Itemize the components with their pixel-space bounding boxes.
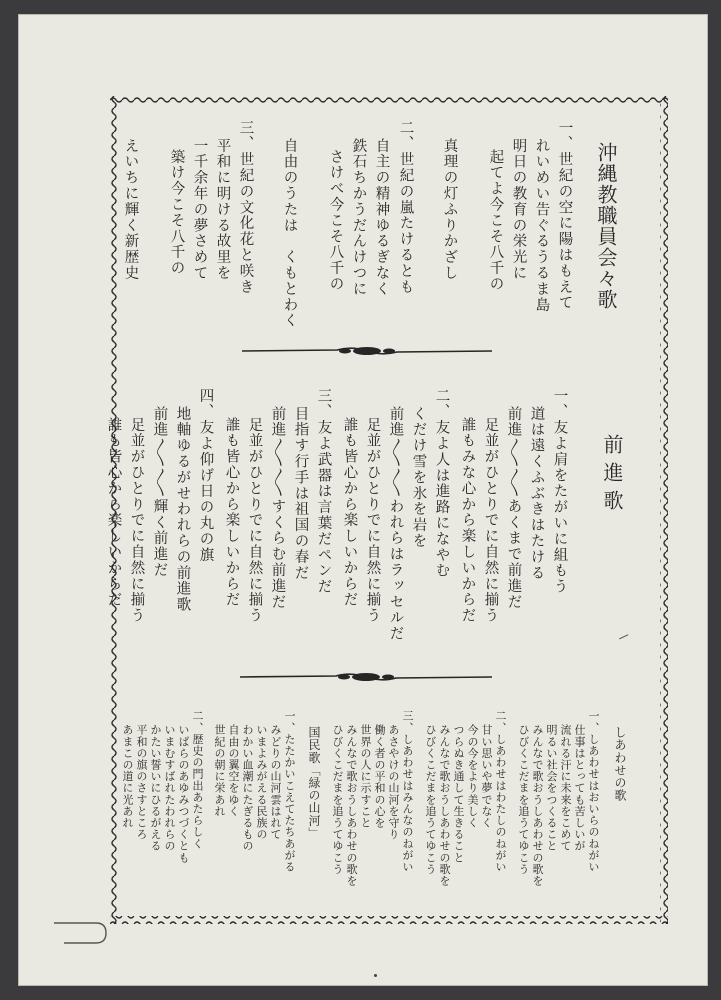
song2-line: 前進〳〵〳〵すくらむ前進だ [269,406,286,610]
song2-line: 誰も皆心から楽しいからだ [105,417,122,608]
song4-line: 自由の翼空をゆく [227,724,240,817]
song3-line: 三、しあわせはみんなのねがい [401,710,414,873]
song1-line: 二、世紀の嵐たけるとも [397,120,414,295]
song3-line: つらぬき通して生きること [452,724,465,864]
ornamental-divider [242,344,492,358]
song4-line: 一、たたかいこえてたちあがる [283,710,296,873]
song4-line: いまむすばれたわれらの [163,724,176,852]
song4-line: 世紀の朝に栄あれ [213,724,226,817]
song3-line: 二、しあわせはわたしのねがい [494,710,507,873]
song4-line: 二、歴史の門出あたらしく [191,710,204,850]
song3-line: みんなで歌おうしあわせの歌を [438,724,451,887]
song4-title: 国民歌「緑の山河」 [307,726,321,840]
song1-title: 沖縄教職員会々歌 [594,142,618,310]
song2-line: 誰もみな心から楽しいからだ [459,417,476,624]
song2-line: 前進〳〵〳〵われらはラッセルだ [387,406,404,642]
song4-line: いまよみがえる民族の [255,724,268,840]
song1-line: さけべ今こそ八千の [327,149,344,293]
song-sheet [18,14,708,986]
song3-line: 流れる汗に未来をこめて [559,724,572,852]
song1-line: 三、世紀の文化花と咲き [237,120,254,295]
song2-line: 三、友よ武器は言葉だペンだ [315,388,332,595]
song1-line: 築け今こそ八千の [168,149,185,277]
song2-line: 足並がひとりでに自然に揃う [364,417,381,624]
song1-line: 真理の灯ふりかざし [441,138,458,282]
song2-title: 前進歌 [600,434,624,518]
song1-line: 明日の教育の栄光に [510,138,527,282]
song3-line: みんなで歌おうしあわせの歌を [345,724,358,887]
song3-title: しあわせの歌 [613,726,627,802]
song2-line: 二、友よ人は進路になやむ [433,388,450,579]
song1-line: 鉄石ちかうだんけつに [350,138,367,297]
song2-line: 道は遠くふぶきはたける [528,406,545,581]
song1-line: 起てよ今こそ八千の [487,149,504,293]
song3-line: 世界の人に示すこと [359,724,372,829]
song2-line: 目指す行手は祖国の春だ [292,406,309,581]
song3-line: 働く者の平和の心を [373,724,386,829]
song1-line: 一千余年の夢さめて [191,138,208,282]
ornamental-divider [240,670,492,684]
song3-line: 仕事はとっても苦しいが [573,724,586,852]
song1-line: 自由のうたは くもとわく [281,138,298,329]
song2-line: 地軸ゆるがせわれらの前進歌 [174,406,191,613]
song2-line: 足並がひとりでに自然に揃う [246,417,263,624]
song3-line: ひびくこだまを追うてゆこう [517,724,530,875]
song2-line: 誰も皆心から楽しいからだ [341,417,358,608]
song1-line: えいちに輝く新歴史 [122,138,139,282]
song4-line: 平和の旗のさすところ [135,724,148,840]
song2-line: 前進〳〵〳〵輝く前進だ [151,406,168,579]
song1-line: 一、世紀の空に陽はもえて [556,120,573,311]
song3-line: ひびくこだまを追うてゆこう [331,724,344,875]
song3-line: 甘い思いや夢でなく [480,724,493,829]
song2-line: 誰も皆心から楽しいからだ [223,417,240,608]
song4-line: みどりの山河雲はれて [269,724,282,840]
song4-line: いばらのあゆみつづくとも [177,724,190,864]
song3-line: あさやけの山河を守り [387,724,400,840]
song1-line: 自主の精神ゆるぎなく [373,138,390,297]
song4-line: わかい血潮にたぎるもの [241,724,254,852]
song2-line: 四、友よ仰げ日の丸の旗 [197,388,214,563]
ink-dot [374,974,377,977]
song3-line: ひびくこだまを追うてゆこう [424,724,437,875]
song3-line: 一、しあわせはおいらのねがい [587,710,600,873]
song1-line: 平和に明ける故里を [214,138,231,282]
song2-line: 足並がひとりでに自然に揃う [128,417,145,624]
song4-line: あまこの道に光あれ [121,724,134,829]
song3-line: みんなで歌おうしあわせの歌を [531,724,544,887]
song2-line: 足並がひとりでに自然に揃う [482,417,499,624]
song2-line: 前進〳〵〳〵あくまで前進だ [505,406,522,610]
paperclip-mark [44,919,110,949]
song3-line: 今の今をより美しく [466,724,479,829]
song3-line: 明るい社会をつくること [545,724,558,852]
song2-line: くだけ雪を氷を岩を [410,406,427,550]
song2-line: 一、友よ肩をたがいに組もう [551,388,568,595]
song4-line: かたい誓いにひるがえる [149,724,162,852]
song1-line: れいめい告ぐるうるま島 [533,138,550,313]
